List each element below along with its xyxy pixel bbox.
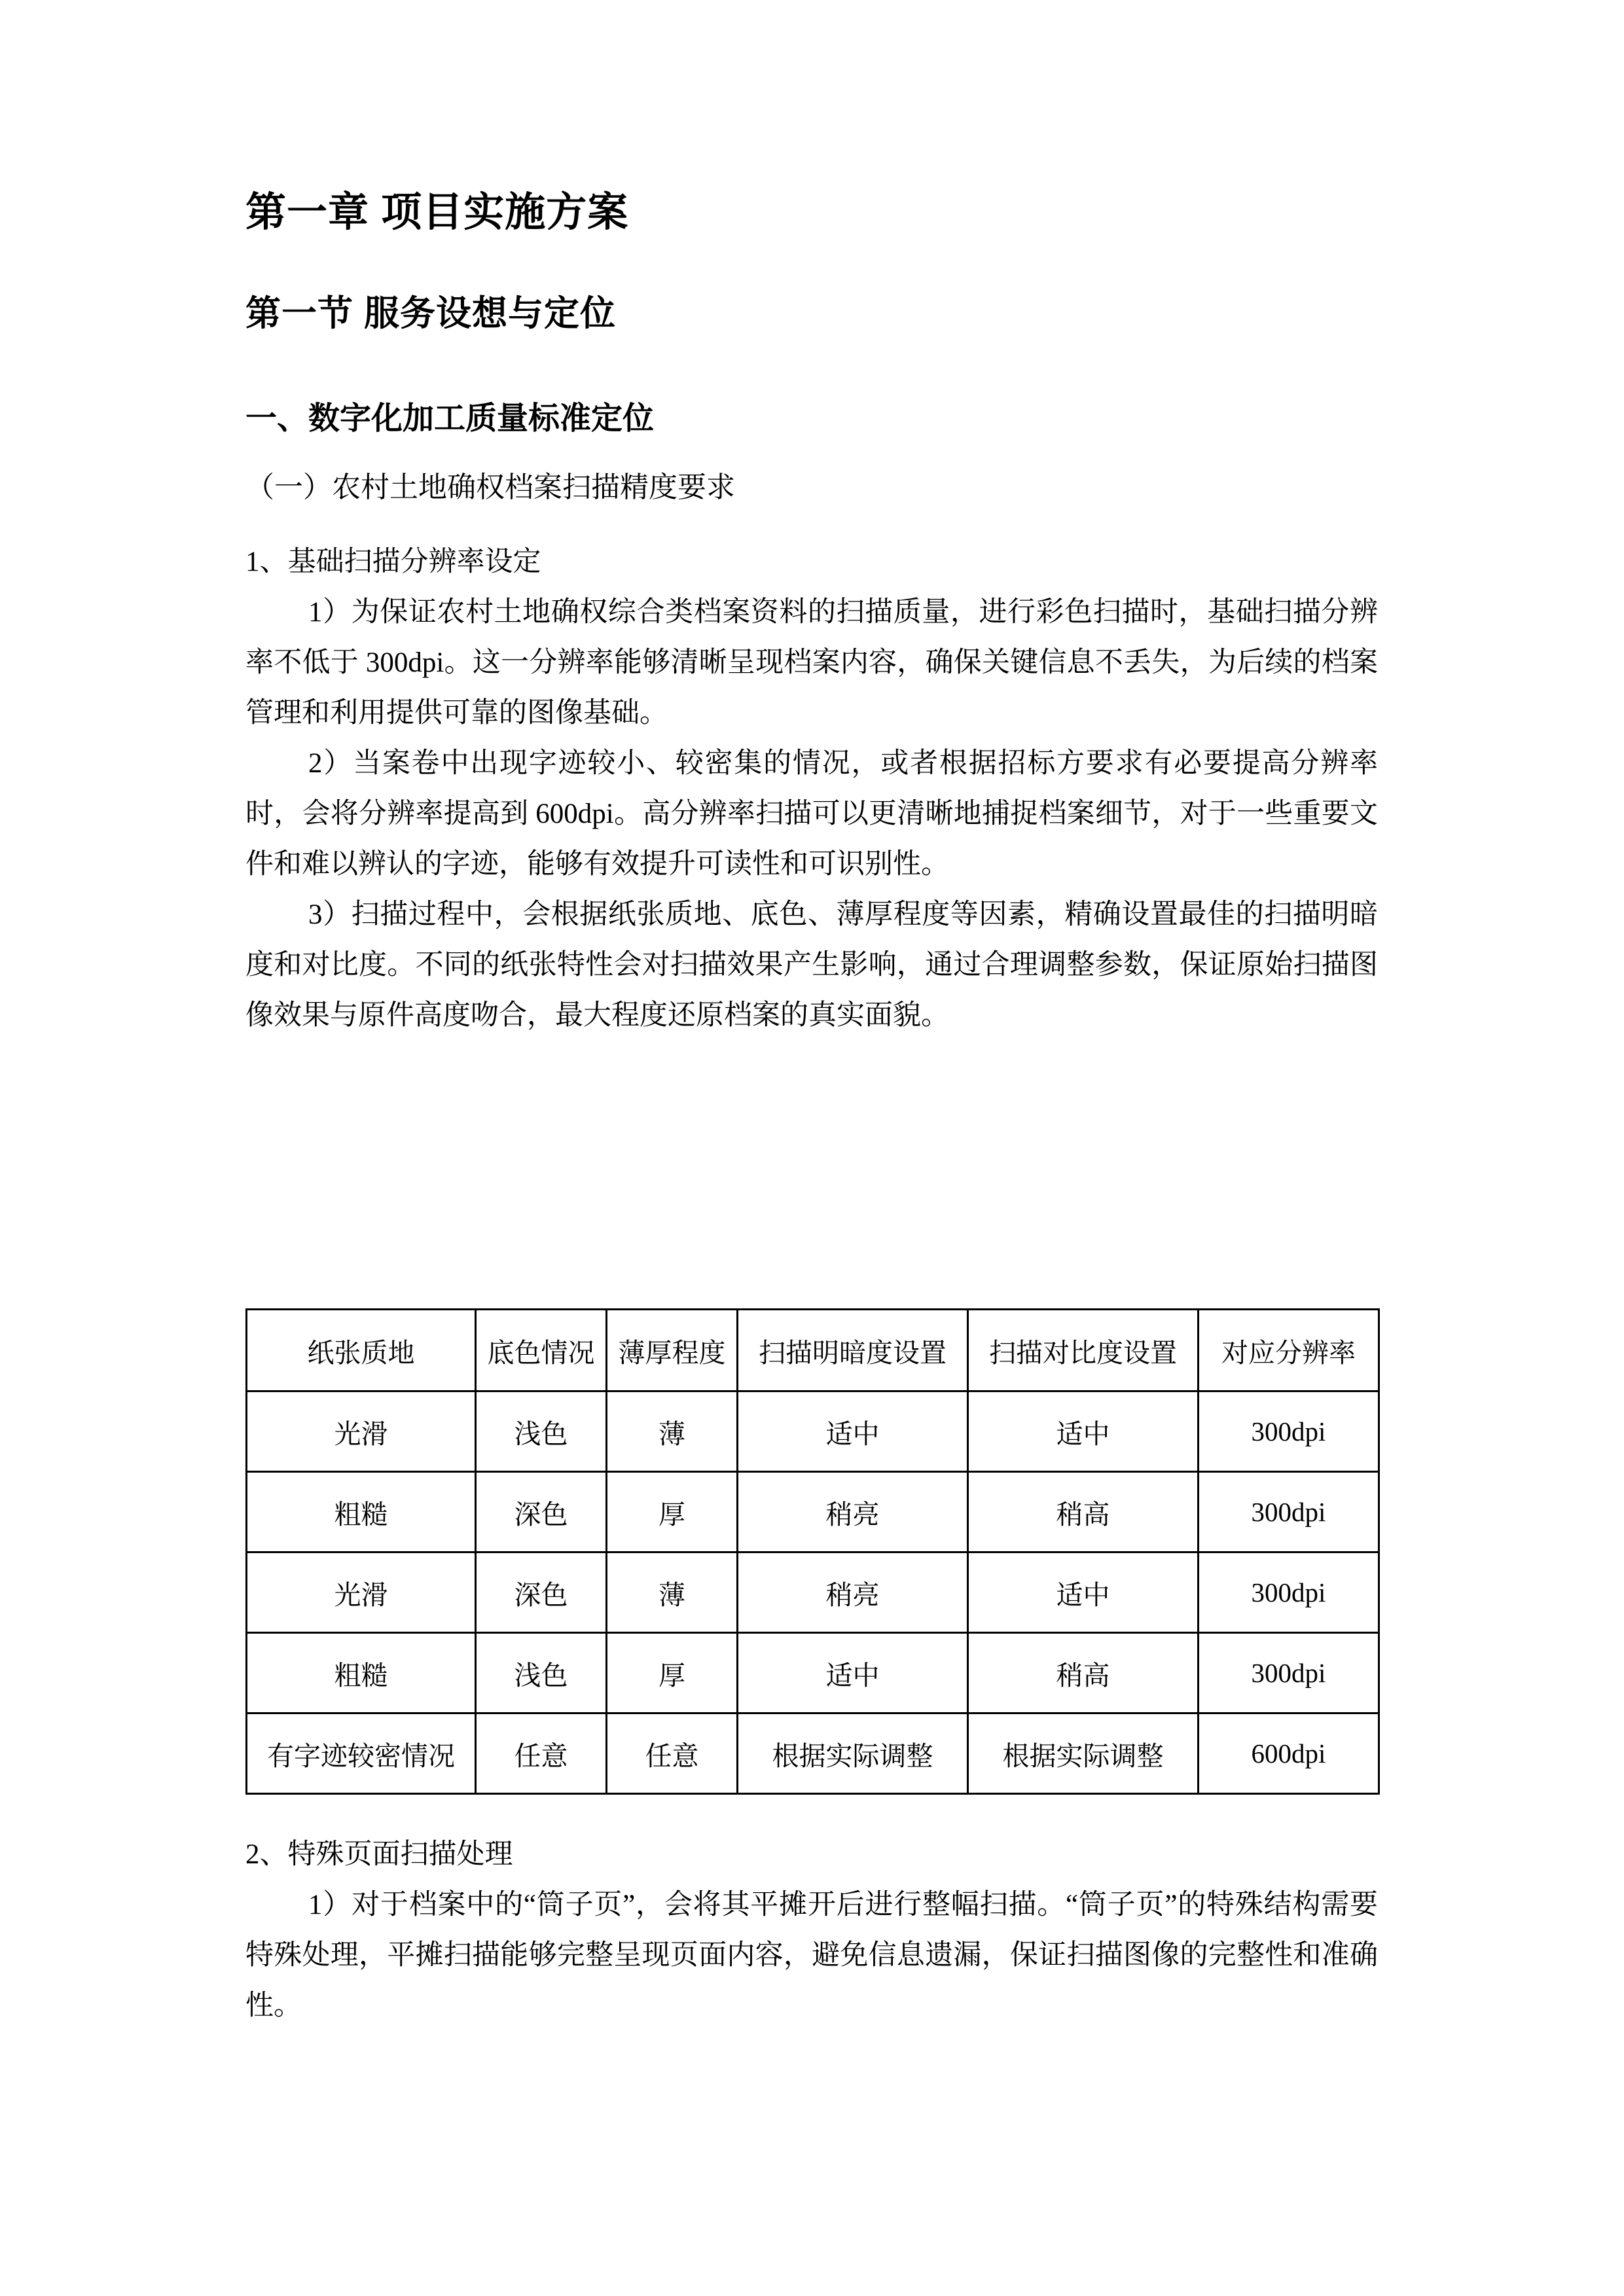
table-cell: 稍亮 — [738, 1552, 968, 1633]
table-cell: 根据实际调整 — [738, 1713, 968, 1794]
table-row — [247, 1552, 1379, 1633]
table-cell: 适中 — [968, 1552, 1199, 1633]
table-header-row — [247, 1310, 1379, 1391]
paragraph-1-3: 3）扫描过程中，会根据纸张质地、底色、薄厚程度等因素，精确设置最佳的扫描明暗度和对比度。不同的纸张特性会对扫描效果产生影响，通过合理调整参数，保证原始扫描图像效果与原件高度吻合，最大程度还原档案的真实面貌。 — [245, 899, 1378, 1031]
paragraph-2-1: 1）对于档案中的“筒子页”，会将其平摊开后进行整幅扫描。“筒子页”的特殊结构需要特殊处理，平摊扫描能够完整呈现页面内容，避免信息遗漏，保证扫描图像的完整性和准确性。 — [245, 1890, 1378, 2021]
body-block-two — [245, 1829, 1378, 2031]
table-cell: 300dpi — [1199, 1633, 1379, 1713]
body-block-one — [245, 537, 1378, 1041]
table-cell: 稍高 — [968, 1472, 1199, 1552]
table-cell: 300dpi — [1199, 1472, 1379, 1552]
table-cell: 稍高 — [968, 1633, 1199, 1713]
section-title: 第一节 服务设想与定位 — [245, 294, 617, 333]
table-cell: 粗糙 — [247, 1472, 476, 1552]
table-cell: 浅色 — [476, 1391, 607, 1472]
table-cell: 适中 — [738, 1633, 968, 1713]
scan-parameters-table-wrapper — [245, 1308, 1378, 1795]
table-cell: 600dpi — [1199, 1713, 1379, 1794]
table-row — [247, 1472, 1379, 1552]
table-row — [247, 1633, 1379, 1713]
table-cell: 适中 — [738, 1391, 968, 1472]
numbered-label-1: 1、基础扫描分辨率设定 — [245, 547, 541, 577]
table-header-cell: 底色情况 — [476, 1310, 607, 1391]
table-cell: 深色 — [476, 1472, 607, 1552]
table-cell: 厚 — [607, 1472, 738, 1552]
table-cell: 根据实际调整 — [968, 1713, 1199, 1794]
table-cell: 薄 — [607, 1552, 738, 1633]
table-cell: 任意 — [476, 1713, 607, 1794]
table-body — [247, 1310, 1379, 1794]
table-cell: 任意 — [607, 1713, 738, 1794]
table-cell: 浅色 — [476, 1633, 607, 1713]
table-header-cell: 扫描明暗度设置 — [738, 1310, 968, 1391]
table-cell: 深色 — [476, 1552, 607, 1633]
table-cell: 光滑 — [247, 1391, 476, 1472]
item-title: （一）农村土地确权档案扫描精度要求 — [245, 471, 735, 503]
table-cell: 300dpi — [1199, 1391, 1379, 1472]
table-header-cell: 薄厚程度 — [607, 1310, 738, 1391]
table-row — [247, 1713, 1379, 1794]
table-header-cell: 扫描对比度设置 — [968, 1310, 1199, 1391]
table-cell: 薄 — [607, 1391, 738, 1472]
table-cell: 有字迹较密情况 — [247, 1713, 476, 1794]
chapter-title: 第一章 项目实施方案 — [245, 190, 629, 235]
paragraph-1-2: 2）当案卷中出现字迹较小、较密集的情况，或者根据招标方要求有必要提高分辨率时，会将分辨率提高到 600dpi。高分辨率扫描可以更清晰地捕捉档案细节，对于一些重要文件和难以辨认的字迹，能够有效提升可读性和可识别性。 — [245, 748, 1378, 880]
table-cell: 适中 — [968, 1391, 1199, 1472]
scan-parameters-table — [245, 1308, 1380, 1795]
subsection-title: 一、数字化加工质量标准定位 — [245, 401, 655, 436]
paragraph-1-1: 1）为保证农村土地确权综合类档案资料的扫描质量，进行彩色扫描时，基础扫描分辨率不低于 300dpi。这一分辨率能够清晰呈现档案内容，确保关键信息不丢失，为后续的档案管理和利用提供可靠的图像基础。 — [245, 597, 1378, 728]
table-cell: 稍亮 — [738, 1472, 968, 1552]
table-header-cell: 纸张质地 — [247, 1310, 476, 1391]
numbered-label-2: 2、特殊页面扫描处理 — [245, 1839, 513, 1870]
table-cell: 300dpi — [1199, 1552, 1379, 1633]
table-cell: 厚 — [607, 1633, 738, 1713]
table-cell: 光滑 — [247, 1552, 476, 1633]
table-header-cell: 对应分辨率 — [1199, 1310, 1379, 1391]
table-row — [247, 1391, 1379, 1472]
table-cell: 粗糙 — [247, 1633, 476, 1713]
